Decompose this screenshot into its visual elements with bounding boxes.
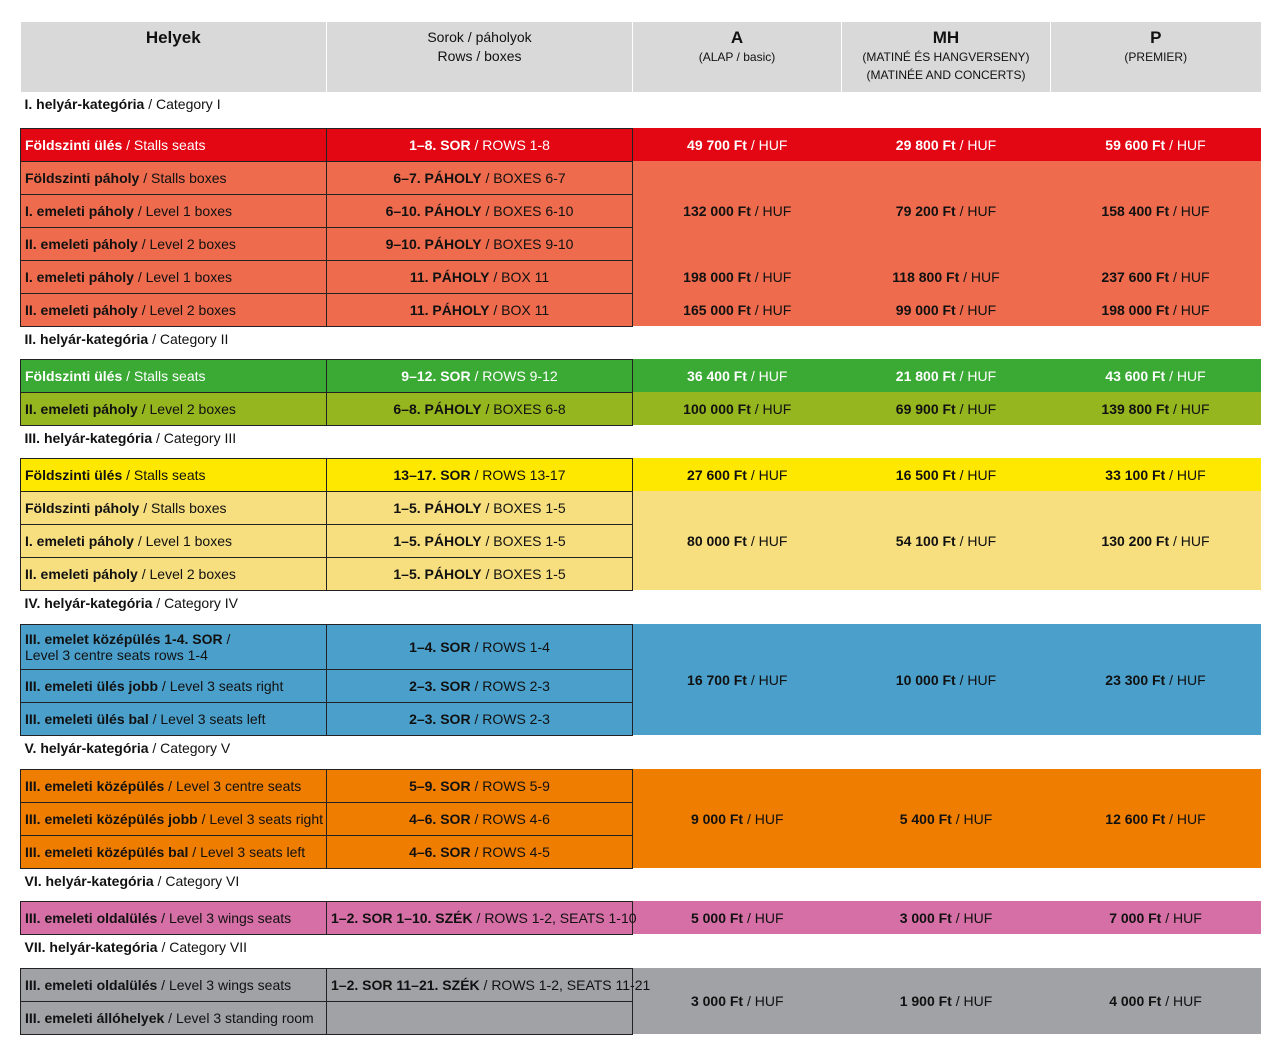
label-bold: III. emeleti ülés jobb (25, 677, 159, 694)
label-bold: 7 000 Ft (1109, 909, 1162, 926)
label-bold: 11. PÁHOLY (409, 268, 490, 285)
label-text: ROWS 1-2, SEATS 11-21 (491, 976, 651, 993)
table-row (21, 293, 1261, 326)
place-cell: Földszinti páholy / Stalls boxes (21, 491, 327, 524)
label-bold: 4–6. SOR (409, 810, 471, 827)
label-bold: 99 000 Ft (895, 301, 956, 318)
price-p-cell: 12 600 Ft / HUF (1051, 769, 1261, 868)
label-text: HUF (967, 400, 997, 417)
label-text: HUF (758, 466, 788, 483)
label-bold: 1–5. PÁHOLY (393, 565, 482, 582)
price-mh-cell: 5 400 Ft / HUF (842, 769, 1051, 868)
header-row (21, 22, 1261, 92)
label-bold: I. helyár-kategória (24, 96, 145, 112)
header-mh: MH (MATINÉ ÉS HANGVERSENY) (MATINÉE AND CONCERTS) (842, 22, 1051, 92)
label-bold: 165 000 Ft (683, 301, 751, 318)
category-label: IV. helyár-kategória / Category IV (21, 590, 1261, 624)
place-cell: III. emelet középülés 1-4. SOR / Level 3 centre seats rows 1-4 (21, 624, 327, 669)
label-bold: III. helyár-kategória (24, 429, 153, 446)
label-text: HUF (1180, 202, 1210, 219)
table-row (21, 769, 1261, 802)
label-text: HUF (754, 993, 784, 1009)
label-bold: III. emeleti oldalülés (25, 909, 158, 926)
label-text: BOXES 1-5 (493, 532, 566, 549)
place-cell: Földszinti páholy / Stalls boxes (21, 161, 327, 194)
label-bold: 1–4. SOR (409, 638, 471, 655)
label-bold: 49 700 Ft (687, 136, 747, 153)
label-bold: 9–12. SOR (401, 367, 471, 384)
price-mh-cell: 54 100 Ft / HUF (842, 491, 1051, 590)
label-bold: 21 800 Ft (895, 367, 956, 384)
price-mh-cell: 16 500 Ft / HUF (842, 458, 1051, 491)
label-text: ROWS 2-3 (482, 677, 550, 694)
label-text: BOXES 6-7 (493, 169, 566, 186)
place-cell: II. emeleti páholy / Level 2 boxes (21, 227, 327, 260)
rows-cell: 5–9. SOR / ROWS 5-9 (327, 769, 633, 802)
label-bold: 6–10. PÁHOLY (385, 202, 482, 219)
price-mh-cell: 1 900 Ft / HUF (842, 968, 1051, 1034)
price-a-cell: 100 000 Ft / HUF (633, 392, 842, 425)
rows-cell: 1–5. PÁHOLY / BOXES 1-5 (327, 491, 633, 524)
label-text: HUF (967, 466, 997, 483)
label-text: Level 3 centre seats rows 1-4 (25, 646, 208, 663)
category-label: VII. helyár-kategória / Category VII (21, 934, 1261, 968)
label-bold: II. helyár-kategória (24, 330, 149, 347)
label-bold: 9–10. PÁHOLY (385, 235, 482, 252)
place-cell: II. emeleti páholy / Level 2 boxes (21, 392, 327, 425)
table-row (21, 968, 1261, 1001)
label-text: ROWS 4-6 (482, 810, 550, 827)
label-text: HUF (963, 909, 993, 926)
label-text: HUF (758, 367, 788, 384)
label-text: HUF (1173, 993, 1202, 1009)
label-text: HUF (758, 136, 788, 153)
label-text: BOXES 6-10 (493, 202, 574, 219)
label-bold: II. emeleti páholy (25, 235, 138, 252)
label-bold: 198 000 Ft (683, 268, 751, 285)
label-text: HUF (762, 202, 792, 219)
label-bold: I. emeleti páholy (25, 202, 134, 219)
price-p-cell: 237 600 Ft / HUF (1051, 260, 1261, 293)
label-bold: 1–5. PÁHOLY (393, 532, 482, 549)
label-text: HUF (1176, 136, 1206, 153)
label-text: Level 3 seats left (160, 710, 266, 727)
place-cell: II. emeleti páholy / Level 2 boxes (21, 293, 327, 326)
place-cell: III. emeleti oldalülés / Level 3 wings seats (21, 901, 327, 934)
label-bold: III. emeleti középülés bal (25, 843, 189, 860)
rows-cell: 6–10. PÁHOLY / BOXES 6-10 (327, 194, 633, 227)
rows-cell (327, 1001, 633, 1034)
price-a-cell: 3 000 Ft / HUF (633, 968, 842, 1034)
price-p-cell: 4 000 Ft / HUF (1051, 968, 1261, 1034)
label-bold: 80 000 Ft (687, 532, 747, 549)
price-p-cell: 43 600 Ft / HUF (1051, 359, 1261, 392)
label-bold: III. emeleti állóhelyek (25, 1009, 165, 1026)
label-bold: III. emeleti középülés jobb (25, 810, 198, 827)
price-table (20, 22, 1261, 1035)
label-bold: 23 300 Ft (1105, 671, 1166, 688)
label-bold: 100 000 Ft (683, 400, 751, 417)
label-bold: 132 000 Ft (683, 202, 751, 219)
label-text: BOXES 1-5 (493, 565, 566, 582)
label-text: HUF (762, 268, 792, 285)
price-mh-cell: 10 000 Ft / HUF (842, 624, 1051, 735)
label-text: Category V (160, 739, 231, 756)
label-text: Stalls seats (133, 136, 206, 153)
label-bold: Földszinti páholy (25, 169, 140, 186)
label-bold: Földszinti ülés (25, 466, 123, 483)
label-bold: 5–9. SOR (409, 777, 471, 794)
label-text: ROWS 5-9 (482, 777, 550, 794)
category-heading (21, 934, 1261, 968)
rows-cell: 2–3. SOR / ROWS 2-3 (327, 702, 633, 735)
price-p-cell: 7 000 Ft / HUF (1051, 901, 1261, 934)
label-text: HUF (754, 909, 784, 926)
label-bold: III. emeleti ülés bal (25, 710, 149, 727)
rows-cell: 1–5. PÁHOLY / BOXES 1-5 (327, 557, 633, 590)
label-bold: 69 900 Ft (895, 400, 956, 417)
label-text: Level 3 standing room (175, 1009, 314, 1026)
label-bold: I. emeleti páholy (25, 268, 134, 285)
category-heading (21, 92, 1261, 128)
label-bold: 130 200 Ft (1101, 532, 1170, 549)
label-text: BOXES 6-8 (493, 400, 566, 417)
label-text: Level 3 wings seats (168, 909, 292, 926)
label-bold: IV. helyár-kategória (24, 594, 153, 611)
label-text: HUF (1176, 466, 1206, 483)
label-text: HUF (762, 301, 792, 318)
label-text: HUF (967, 301, 997, 318)
category-heading (21, 735, 1261, 769)
label-text: HUF (963, 810, 993, 827)
label-bold: 43 600 Ft (1105, 367, 1166, 384)
rows-cell: 1–5. PÁHOLY / BOXES 1-5 (327, 524, 633, 557)
rows-cell: 1–2. SOR 11–21. SZÉK / ROWS 1-2, SEATS 11-21 (327, 968, 633, 1001)
label-bold: Földszinti ülés (25, 136, 123, 153)
rows-cell: 6–7. PÁHOLY / BOXES 6-7 (327, 161, 633, 194)
header-p: P (PREMIER) (1051, 22, 1261, 92)
price-a-cell: 132 000 Ft / HUF (633, 161, 842, 260)
label-text: HUF (754, 810, 784, 827)
label-text: HUF (1180, 268, 1210, 285)
label-text: Level 1 boxes (145, 532, 233, 549)
label-text: BOX 11 (501, 268, 550, 285)
label-bold: 158 400 Ft (1101, 202, 1170, 219)
label-text: HUF (1176, 671, 1206, 688)
label-bold: 1–2. SOR 11–21. SZÉK (331, 976, 480, 993)
label-bold: 1–2. SOR 1–10. SZÉK (331, 909, 473, 926)
price-a-cell: 198 000 Ft / HUF (633, 260, 842, 293)
rows-cell: 13–17. SOR / ROWS 13-17 (327, 458, 633, 491)
label-bold: III. emeleti középülés (25, 777, 165, 794)
label-bold: 27 600 Ft (687, 466, 747, 483)
label-bold: 5 400 Ft (899, 810, 952, 827)
label-text: HUF (970, 268, 1000, 285)
label-bold: 29 800 Ft (895, 136, 956, 153)
label-bold: 118 800 Ft (892, 268, 960, 285)
label-text: Stalls seats (133, 367, 206, 384)
label-bold: 1–5. PÁHOLY (393, 499, 482, 516)
label-bold: II. emeleti páholy (25, 301, 138, 318)
place-cell: I. emeleti páholy / Level 1 boxes (21, 524, 327, 557)
header-rows: Sorok / páholyok Rows / boxes (327, 22, 633, 92)
label-bold: Földszinti páholy (25, 499, 140, 516)
label-bold: VI. helyár-kategória (24, 872, 154, 889)
label-bold: 6–8. PÁHOLY (393, 400, 482, 417)
category-label: II. helyár-kategória / Category II (21, 326, 1261, 359)
label-text: HUF (967, 367, 997, 384)
price-mh-cell: 118 800 Ft / HUF (842, 260, 1051, 293)
label-bold: III. emelet középülés 1-4. SOR (25, 630, 223, 647)
label-bold: 4–6. SOR (409, 843, 471, 860)
label-text: HUF (1176, 367, 1206, 384)
label-bold: II. emeleti páholy (25, 565, 138, 582)
category-label: I. helyár-kategória / Category I (21, 92, 1261, 128)
rows-cell: 2–3. SOR / ROWS 2-3 (327, 669, 633, 702)
rows-cell: 4–6. SOR / ROWS 4-5 (327, 835, 633, 868)
label-bold: 4 000 Ft (1109, 993, 1162, 1009)
label-text: Level 2 boxes (149, 301, 236, 318)
table-row (21, 161, 1261, 194)
label-bold: 2–3. SOR (409, 677, 471, 694)
label-bold: 36 400 Ft (687, 367, 747, 384)
label-text: Level 2 boxes (149, 400, 236, 417)
label-bold: 16 700 Ft (687, 671, 747, 688)
label-text: Category II (159, 330, 229, 347)
label-text: Level 3 wings seats (168, 976, 292, 993)
label-text: HUF (762, 400, 792, 417)
label-text: HUF (967, 532, 997, 549)
table-row (21, 901, 1261, 934)
place-cell: I. emeleti páholy / Level 1 boxes (21, 194, 327, 227)
label-text: Stalls boxes (151, 499, 227, 516)
rows-cell: 1–4. SOR / ROWS 1-4 (327, 624, 633, 669)
label-bold: I. emeleti páholy (25, 532, 134, 549)
label-bold: 10 000 Ft (895, 671, 956, 688)
label-text: ROWS 2-3 (482, 710, 550, 727)
rows-cell: 6–8. PÁHOLY / BOXES 6-8 (327, 392, 633, 425)
category-label: V. helyár-kategória / Category V (21, 735, 1261, 769)
table-row (21, 458, 1261, 491)
rows-cell: 11. PÁHOLY / BOX 11 (327, 293, 633, 326)
label-text: Level 2 boxes (149, 235, 236, 252)
price-p-cell: 158 400 Ft / HUF (1051, 161, 1261, 260)
table-row (21, 491, 1261, 524)
category-label: III. helyár-kategória / Category III (21, 425, 1261, 458)
label-text: Level 3 seats right (169, 677, 284, 694)
price-p-cell: 130 200 Ft / HUF (1051, 491, 1261, 590)
label-text: HUF (967, 671, 997, 688)
category-label: VI. helyár-kategória / Category VI (21, 868, 1261, 901)
label-text: Level 3 seats left (200, 843, 306, 860)
price-a-cell: 49 700 Ft / HUF (633, 128, 842, 161)
category-heading (21, 868, 1261, 901)
label-text: Level 3 centre seats (175, 777, 302, 794)
price-mh-cell: 3 000 Ft / HUF (842, 901, 1051, 934)
label-text: HUF (1173, 909, 1202, 926)
rows-cell: 4–6. SOR / ROWS 4-6 (327, 802, 633, 835)
label-text: HUF (1180, 301, 1210, 318)
price-mh-cell: 29 800 Ft / HUF (842, 128, 1051, 161)
label-text: HUF (963, 993, 993, 1009)
label-bold: 59 600 Ft (1105, 136, 1166, 153)
price-a-cell: 27 600 Ft / HUF (633, 458, 842, 491)
label-text: ROWS 9-12 (482, 367, 558, 384)
label-text: Level 1 boxes (145, 202, 233, 219)
category-heading (21, 590, 1261, 624)
label-text: HUF (1176, 810, 1206, 827)
label-text: Category VI (165, 872, 240, 889)
place-cell: Földszinti ülés / Stalls seats (21, 458, 327, 491)
label-text: HUF (1180, 532, 1210, 549)
label-bold: 3 000 Ft (899, 909, 952, 926)
place-cell: Földszinti ülés / Stalls seats (21, 128, 327, 161)
label-bold: 12 600 Ft (1105, 810, 1166, 827)
place-cell: III. emeleti középülés jobb / Level 3 seats right (21, 802, 327, 835)
place-cell: III. emeleti oldalülés / Level 3 wings seats (21, 968, 327, 1001)
place-cell: II. emeleti páholy / Level 2 boxes (21, 557, 327, 590)
price-mh-cell: 21 800 Ft / HUF (842, 359, 1051, 392)
label-text: BOXES 9-10 (493, 235, 574, 252)
label-text: Level 2 boxes (149, 565, 236, 582)
price-mh-cell: 69 900 Ft / HUF (842, 392, 1051, 425)
label-bold: 79 200 Ft (895, 202, 956, 219)
header-places: Helyek (21, 22, 327, 92)
price-a-cell: 5 000 Ft / HUF (633, 901, 842, 934)
table-row (21, 392, 1261, 425)
label-text: BOX 11 (501, 301, 550, 318)
label-bold: 11. PÁHOLY (409, 301, 490, 318)
label-text: Category III (163, 429, 237, 446)
price-a-cell: 36 400 Ft / HUF (633, 359, 842, 392)
place-cell: III. emeleti állóhelyek / Level 3 standing room (21, 1001, 327, 1034)
label-text: ROWS 4-5 (482, 843, 550, 860)
price-a-cell: 9 000 Ft / HUF (633, 769, 842, 868)
rows-cell: 1–8. SOR / ROWS 1-8 (327, 128, 633, 161)
price-p-cell: 59 600 Ft / HUF (1051, 128, 1261, 161)
label-bold: III. emeleti oldalülés (25, 976, 158, 993)
category-heading (21, 425, 1261, 458)
place-cell: Földszinti ülés / Stalls seats (21, 359, 327, 392)
rows-cell: 9–10. PÁHOLY / BOXES 9-10 (327, 227, 633, 260)
label-text: HUF (967, 202, 997, 219)
price-mh-cell: 99 000 Ft / HUF (842, 293, 1051, 326)
label-text: ROWS 1-4 (482, 638, 550, 655)
label-text: Stalls seats (133, 466, 206, 483)
label-text: ROWS 13-17 (482, 466, 566, 483)
label-bold: 198 000 Ft (1101, 301, 1170, 318)
label-bold: 1 900 Ft (899, 993, 952, 1009)
label-bold: 3 000 Ft (690, 993, 744, 1009)
label-text: Category I (156, 96, 221, 112)
table-row (21, 260, 1261, 293)
label-bold: 6–7. PÁHOLY (393, 169, 482, 186)
price-p-cell: 139 800 Ft / HUF (1051, 392, 1261, 425)
label-bold: 9 000 Ft (690, 810, 744, 827)
table-row (21, 624, 1261, 669)
price-p-cell: 33 100 Ft / HUF (1051, 458, 1261, 491)
label-bold: II. emeleti páholy (25, 400, 138, 417)
label-text: Level 1 boxes (145, 268, 233, 285)
label-text: ROWS 1-2, SEATS 1-10 (484, 909, 637, 926)
label-text: HUF (967, 136, 997, 153)
price-a-cell: 165 000 Ft / HUF (633, 293, 842, 326)
label-bold: 237 600 Ft (1101, 268, 1170, 285)
price-a-cell: 16 700 Ft / HUF (633, 624, 842, 735)
price-p-cell: 198 000 Ft / HUF (1051, 293, 1261, 326)
price-a-cell: 80 000 Ft / HUF (633, 491, 842, 590)
label-text: Category IV (164, 594, 238, 611)
price-mh-cell: 79 200 Ft / HUF (842, 161, 1051, 260)
place-cell: III. emeleti ülés bal / Level 3 seats left (21, 702, 327, 735)
label-bold: 5 000 Ft (690, 909, 744, 926)
header-a: A (ALAP / basic) (633, 22, 842, 92)
label-text: HUF (1180, 400, 1210, 417)
table-row (21, 128, 1261, 161)
table-row (21, 359, 1261, 392)
place-cell: III. emeleti középülés bal / Level 3 seats left (21, 835, 327, 868)
label-bold: 2–3. SOR (409, 710, 471, 727)
place-cell: III. emeleti középülés / Level 3 centre seats (21, 769, 327, 802)
label-text: ROWS 1-8 (482, 136, 550, 153)
rows-cell: 1–2. SOR 1–10. SZÉK / ROWS 1-2, SEATS 1-10 (327, 901, 633, 934)
label-text: Level 3 seats right (209, 810, 324, 827)
category-heading (21, 326, 1261, 359)
label-text: BOXES 1-5 (493, 499, 566, 516)
label-bold: 54 100 Ft (895, 532, 956, 549)
rows-cell: 11. PÁHOLY / BOX 11 (327, 260, 633, 293)
label-bold: 16 500 Ft (895, 466, 956, 483)
label-bold: 33 100 Ft (1105, 466, 1166, 483)
label-bold: Földszinti ülés (25, 367, 123, 384)
price-p-cell: 23 300 Ft / HUF (1051, 624, 1261, 735)
rows-cell: 9–12. SOR / ROWS 9-12 (327, 359, 633, 392)
label-bold: 1–8. SOR (409, 136, 471, 153)
label-text: HUF (758, 671, 788, 688)
label-bold: 139 800 Ft (1101, 400, 1170, 417)
label-text: Stalls boxes (151, 169, 227, 186)
place-cell: I. emeleti páholy / Level 1 boxes (21, 260, 327, 293)
label-bold: 13–17. SOR (393, 466, 471, 483)
label-bold: V. helyár-kategória (24, 739, 149, 756)
label-text: Category VII (169, 938, 248, 955)
label-text: HUF (758, 532, 788, 549)
place-cell: III. emeleti ülés jobb / Level 3 seats right (21, 669, 327, 702)
label-bold: VII. helyár-kategória (24, 938, 158, 955)
